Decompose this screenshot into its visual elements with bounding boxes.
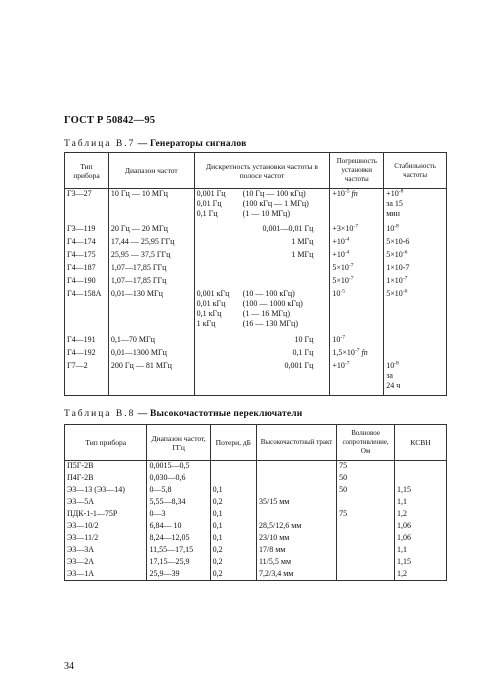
cell-device-type: ПДК-1-1—75Р <box>65 509 147 521</box>
cell-loss: 0,2 <box>210 497 256 509</box>
cell-vswr: 1,1 <box>395 497 447 509</box>
cell-stability <box>384 276 447 289</box>
cell-vswr: 1,15 <box>395 557 447 569</box>
cell-loss: 0,2 <box>210 569 256 581</box>
cell-frequency-step <box>194 348 330 361</box>
stability-note: мин <box>386 209 400 218</box>
step-subrange: (10 — 100 кГц) <box>242 288 295 298</box>
cell-setting-error <box>330 224 384 237</box>
cell-frequency-step <box>194 289 330 335</box>
stability-line <box>386 263 444 273</box>
cell-frequency-range: 0,030—0,6 <box>147 473 210 485</box>
table-row <box>65 521 447 533</box>
error-exponent: -7 <box>348 261 354 268</box>
cell-stability <box>384 263 447 276</box>
stability-base: 1×10-7 <box>386 262 410 272</box>
cell-device-type: Э3—5А <box>65 497 147 509</box>
cell-vswr <box>395 473 447 485</box>
table-b7 <box>64 152 447 396</box>
step-line <box>197 289 328 299</box>
table-b7-caption-title: — Генераторы сигналов <box>137 139 247 149</box>
error-base: +10 <box>332 236 345 246</box>
cell-stability <box>384 335 447 348</box>
cell-hf-line <box>256 473 336 485</box>
table-b8-caption-prefix: Таблица В.8 <box>64 409 136 419</box>
cell-frequency-range: 0,1—70 МГц <box>108 335 194 348</box>
error-base: 10 <box>332 334 341 344</box>
column-header: Тип прибора <box>65 425 147 461</box>
cell-device-type: Э3—1А <box>65 569 147 581</box>
step-subrange: (10 Гц — 100 кГц) <box>242 189 306 198</box>
stability-note: за <box>386 370 393 380</box>
cell-vswr: 1,15 <box>395 485 447 497</box>
cell-setting-error <box>330 189 384 224</box>
cell-frequency-step <box>194 361 330 396</box>
cell-impedance: 50 <box>337 485 395 497</box>
cell-setting-error <box>330 263 384 276</box>
cell-device-type: Э3—13 (Э3—14) <box>65 485 147 497</box>
cell-stability <box>384 224 447 237</box>
table-b8-caption-title: — Высокочастотные переключатели <box>137 409 303 419</box>
cell-device-type: Г3—119 <box>65 224 109 237</box>
table-row <box>65 533 447 545</box>
cell-setting-error <box>330 250 384 263</box>
table-row <box>65 497 447 509</box>
column-header: Стабильность частоты <box>384 153 447 189</box>
cell-device-type: Г4—175 <box>65 250 109 263</box>
error-base: 5×10 <box>332 262 349 272</box>
cell-device-type: Г4—192 <box>65 348 109 361</box>
table-row <box>65 335 447 348</box>
cell-hf-line: 35/15 мм <box>256 497 336 509</box>
cell-stability <box>384 237 447 250</box>
column-header: Тип прибора <box>65 153 109 189</box>
cell-stability <box>384 348 447 361</box>
error-base: +10 <box>332 360 345 370</box>
column-header: Диапазон частот <box>108 153 194 189</box>
cell-frequency-range: 25,95 — 37,5 ГГц <box>108 250 194 263</box>
column-header: Дискретность установки частоты в полосе частот <box>194 153 330 189</box>
cell-device-type: Э3—3А <box>65 545 147 557</box>
table-row <box>65 237 447 250</box>
cell-frequency-range: 10 Гц — 10 МГц <box>108 189 194 224</box>
step-line: 0,1 Гц <box>292 347 314 357</box>
step-subrange: (100 кГц — 1 МГц) <box>242 199 309 208</box>
cell-frequency-range: 0—3 <box>147 509 210 521</box>
stability-base: 5×10-6 <box>386 236 410 246</box>
step-value: 0,1 Гц <box>196 209 218 218</box>
cell-frequency-range: 0,01—130 МГц <box>108 289 194 335</box>
cell-frequency-step <box>194 335 330 348</box>
cell-device-type: Г4—174 <box>65 237 109 250</box>
error-exponent: -7 <box>340 333 345 340</box>
step-line <box>197 189 328 199</box>
cell-frequency-range: 17,44 — 25,95 ГГц <box>108 237 194 250</box>
table-b7-caption-prefix: Таблица В.7 <box>64 139 136 149</box>
cell-loss: 0,1 <box>210 485 256 497</box>
cell-frequency-range: 11,55—17,15 <box>147 545 210 557</box>
table-row <box>65 361 447 396</box>
table-row <box>65 348 447 361</box>
table-row <box>65 250 447 263</box>
cell-setting-error <box>330 335 384 348</box>
cell-impedance <box>337 497 395 509</box>
cell-setting-error <box>330 348 384 361</box>
cell-frequency-step <box>194 276 330 289</box>
cell-frequency-range: 6,84— 10 <box>147 521 210 533</box>
cell-vswr: 1,2 <box>395 569 447 581</box>
cell-setting-error <box>330 361 384 396</box>
cell-hf-line: 28,5/12,6 мм <box>256 521 336 533</box>
cell-frequency-range: 1,07—17,85 ГГц <box>108 276 194 289</box>
step-line <box>197 209 328 219</box>
cell-frequency-step <box>194 189 330 224</box>
column-header: Погрешность установки частоты <box>330 153 384 189</box>
table-row <box>65 189 447 224</box>
cell-vswr: 1,2 <box>395 509 447 521</box>
cell-device-type: Г4—190 <box>65 276 109 289</box>
cell-loss: 0,2 <box>210 557 256 569</box>
error-exponent: -7 <box>348 274 354 281</box>
cell-device-type: Г4—191 <box>65 335 109 348</box>
step-line <box>197 309 328 319</box>
stability-note: за 15 <box>386 199 403 208</box>
cell-hf-line: 7,2/3,4 мм <box>256 569 336 581</box>
error-exponent: -5 <box>344 188 350 195</box>
step-line <box>197 199 328 209</box>
cell-impedance <box>337 521 395 533</box>
error-exponent: -4 <box>344 235 350 242</box>
error-exponent: -7 <box>344 359 350 366</box>
cell-frequency-range: 20 Гц — 20 МГц <box>108 224 194 237</box>
table-b8 <box>64 424 447 581</box>
cell-vswr: 1,06 <box>395 533 447 545</box>
stability-base: 5×10 <box>386 288 403 298</box>
cell-frequency-range: 1,07—17,85 ГГц <box>108 263 194 276</box>
step-line: 0,001 Гц <box>284 360 314 370</box>
error-factor: fп <box>361 347 368 357</box>
column-header: Волновое сопротивление, Ом <box>337 425 395 461</box>
step-value: 0,001 кГц <box>196 288 230 298</box>
page-number: 34 <box>64 661 74 672</box>
cell-hf-line: 17/8 мм <box>256 545 336 557</box>
stability-line <box>386 361 444 371</box>
table-row <box>65 545 447 557</box>
cell-frequency-step <box>194 224 330 237</box>
table-row <box>65 473 447 485</box>
cell-vswr: 1,06 <box>395 521 447 533</box>
cell-impedance: 75 <box>337 509 395 521</box>
table-b8-caption <box>64 409 302 419</box>
table-row <box>65 276 447 289</box>
cell-frequency-step <box>194 250 330 263</box>
cell-device-type: Э3—11/2 <box>65 533 147 545</box>
cell-hf-line: 11/5,5 мм <box>256 557 336 569</box>
stability-exponent: -8 <box>394 359 399 366</box>
cell-loss: 0,1 <box>210 533 256 545</box>
cell-loss: 0,1 <box>210 521 256 533</box>
stability-line <box>386 276 444 286</box>
cell-frequency-step <box>194 237 330 250</box>
cell-frequency-range: 17,15—25,9 <box>147 557 210 569</box>
error-exponent: -4 <box>344 248 350 255</box>
cell-frequency-step <box>194 263 330 276</box>
cell-device-type: Г4—187 <box>65 263 109 276</box>
cell-vswr <box>395 461 447 473</box>
stability-exponent: -6 <box>402 287 408 294</box>
error-base: +3×10 <box>332 223 354 233</box>
step-line <box>197 299 328 309</box>
stability-line <box>386 224 444 234</box>
step-line: 1 МГц <box>291 249 314 259</box>
cell-setting-error <box>330 289 384 335</box>
cell-device-type: Э3—2А <box>65 557 147 569</box>
error-base: 5×10 <box>332 275 349 285</box>
stability-base: 10 <box>386 223 395 233</box>
stability-line <box>386 289 444 299</box>
cell-loss: 0,1 <box>210 509 256 521</box>
step-value: 1 кГц <box>196 318 216 328</box>
cell-stability <box>384 361 447 396</box>
table-row <box>65 557 447 569</box>
cell-device-type: Г7—2 <box>65 361 109 396</box>
column-header: КСВН <box>395 425 447 461</box>
table-row <box>65 224 447 237</box>
cell-frequency-range: 0—5,8 <box>147 485 210 497</box>
table-row <box>65 461 447 473</box>
step-line <box>197 319 328 329</box>
stability-base: +10 <box>386 189 399 198</box>
stability-line <box>386 250 444 260</box>
step-value: 0,1 кГц <box>196 308 222 318</box>
cell-stability <box>384 250 447 263</box>
cell-frequency-range: 200 Гц — 81 МГц <box>108 361 194 396</box>
cell-hf-line <box>256 485 336 497</box>
error-base: 1,5×10 <box>332 347 355 357</box>
cell-impedance: 75 <box>337 461 395 473</box>
stability-base: 5×10 <box>386 249 403 259</box>
cell-device-type: П4Г-2В <box>65 473 147 485</box>
stability-base: 10 <box>386 360 395 370</box>
step-line: 0,001—0,01 Гц <box>262 223 314 233</box>
cell-stability <box>384 289 447 335</box>
stability-line <box>386 237 444 247</box>
table-row <box>65 263 447 276</box>
cell-frequency-range: 8,24—12,05 <box>147 533 210 545</box>
step-subrange: (100 — 1000 кГц) <box>242 298 303 308</box>
cell-frequency-range: 25,9—39 <box>147 569 210 581</box>
stability-exponent: -8 <box>398 188 404 195</box>
cell-setting-error <box>330 276 384 289</box>
cell-loss: 0,2 <box>210 545 256 557</box>
column-header: Высокочастотный тракт <box>256 425 336 461</box>
step-subrange: (16 — 130 МГц) <box>242 318 299 328</box>
cell-impedance: 50 <box>337 473 395 485</box>
column-header: Потери, дБ <box>210 425 256 461</box>
cell-hf-line <box>256 509 336 521</box>
cell-impedance <box>337 569 395 581</box>
cell-stability <box>384 189 447 224</box>
cell-hf-line <box>256 461 336 473</box>
column-header: Диапазон частот, ГГц <box>147 425 210 461</box>
error-base: +10 <box>332 249 345 259</box>
cell-setting-error <box>330 237 384 250</box>
table-row <box>65 485 447 497</box>
step-value: 0,01 кГц <box>196 298 226 308</box>
error-exponent: -7 <box>353 222 358 229</box>
cell-loss <box>210 461 256 473</box>
table-b7-caption <box>64 139 246 149</box>
error-factor: fп <box>351 189 358 198</box>
table-row <box>65 509 447 521</box>
stability-note: 24 ч <box>386 380 401 390</box>
step-subrange: (1 — 10 МГц) <box>242 209 291 218</box>
cell-impedance <box>337 533 395 545</box>
error-exponent: -7 <box>354 346 360 353</box>
cell-device-type: Э3—10/2 <box>65 521 147 533</box>
cell-frequency-range: 0,0015—0,5 <box>147 461 210 473</box>
stability-line <box>386 189 444 199</box>
cell-device-type: Г3—27 <box>65 189 109 224</box>
cell-impedance <box>337 557 395 569</box>
table-row <box>65 289 447 335</box>
step-line: 1 МГц <box>291 236 314 246</box>
cell-loss <box>210 473 256 485</box>
cell-frequency-range: 5,55—8,34 <box>147 497 210 509</box>
error-exponent: -5 <box>340 287 345 294</box>
step-value: 0,01 Гц <box>196 199 222 208</box>
step-subrange: (1 — 16 МГц) <box>242 308 291 318</box>
cell-device-type: Г4—158А <box>65 289 109 335</box>
error-base: +10 <box>332 189 345 198</box>
cell-hf-line: 23/10 мм <box>256 533 336 545</box>
stability-exponent: -7 <box>402 274 408 281</box>
step-value: 0,001 Гц <box>196 189 226 198</box>
cell-vswr: 1,1 <box>395 545 447 557</box>
stability-exponent: -6 <box>402 248 408 255</box>
stability-exponent: -8 <box>394 222 399 229</box>
cell-impedance <box>337 545 395 557</box>
table-row <box>65 569 447 581</box>
error-base: 10 <box>332 288 341 298</box>
cell-device-type: П5Г-2В <box>65 461 147 473</box>
document-header: ГОСТ Р 50842—95 <box>64 115 156 126</box>
stability-base: 1×10 <box>386 275 403 285</box>
step-line: 10 Гц <box>294 334 314 344</box>
cell-frequency-range: 0,01—1300 МГц <box>108 348 194 361</box>
